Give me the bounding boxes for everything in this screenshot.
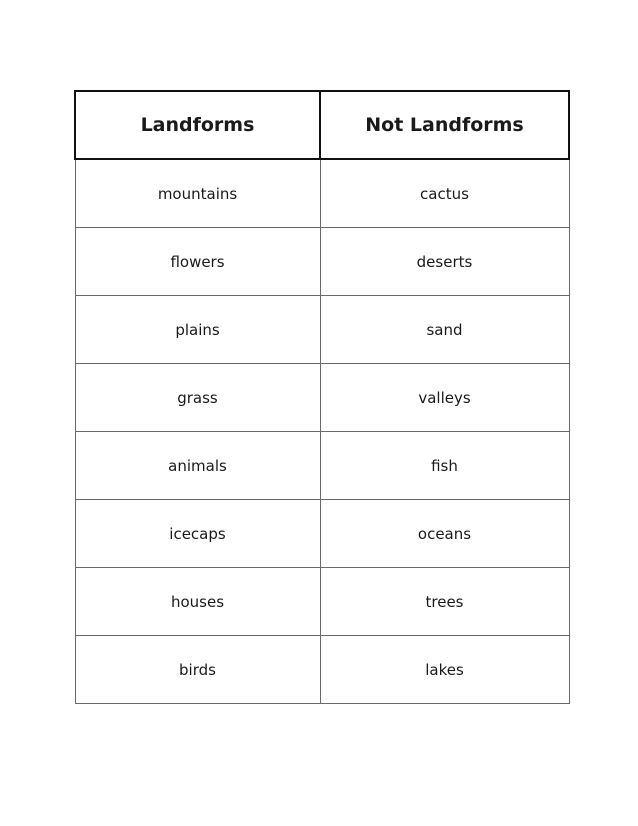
table-cell: valleys [320,364,569,432]
table-cell: flowers [75,228,320,296]
table-cell: animals [75,432,320,500]
table-cell: oceans [320,500,569,568]
table-cell: lakes [320,636,569,704]
table-cell: icecaps [75,500,320,568]
table-row [75,159,569,228]
table-cell: birds [75,636,320,704]
table-header [75,91,569,159]
table-row [75,228,569,296]
header-row [75,91,569,159]
table-cell: plains [75,296,320,364]
table-row [75,296,569,364]
table-cell: trees [320,568,569,636]
header-landforms: Landforms [75,91,320,159]
table-row [75,636,569,704]
table-row [75,568,569,636]
table-cell: houses [75,568,320,636]
table-cell: grass [75,364,320,432]
table-cell: fish [320,432,569,500]
table-row [75,364,569,432]
sorting-table [74,90,570,704]
table-row [75,500,569,568]
table-cell: sand [320,296,569,364]
table-cell: cactus [320,159,569,228]
table-row [75,432,569,500]
table-cell: mountains [75,159,320,228]
table-body [75,159,569,704]
table-cell: deserts [320,228,569,296]
header-not-landforms: Not Landforms [320,91,569,159]
